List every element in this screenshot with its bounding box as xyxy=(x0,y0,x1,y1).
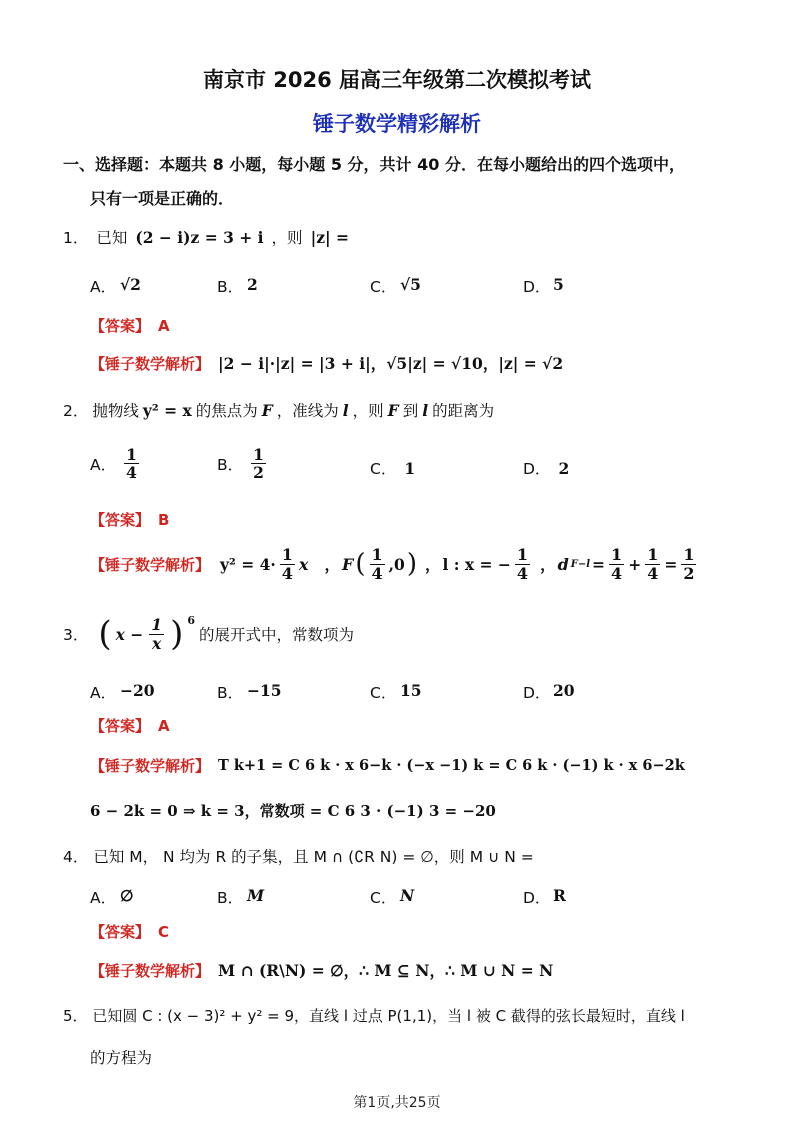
question-2-focus-2: F xyxy=(387,400,399,420)
question-2-stem-pre: 抛物线 xyxy=(92,402,139,420)
option-label: D． xyxy=(523,460,551,478)
question-2-math: y² = x xyxy=(142,400,192,420)
analysis-part: = xyxy=(592,554,606,574)
question-1-stem xyxy=(63,226,349,248)
answer-label: 【答案】 xyxy=(90,923,151,941)
question-4-option-b-label: B． xyxy=(217,889,244,907)
question-2-analysis: 【锤子数学解析】 y² = 4· $\frac{1}{4}$ x ， F ( $\frac{1}{4}$ ,0 ) ， l : x = − $\frac{1}{4}$ ， d F−l = $\frac{1}{4}$ + $\frac{1}{4}$ = $\frac{1}{2}$ xyxy=(90,545,695,583)
analysis-part: d xyxy=(557,554,569,574)
question-3-option-b-label: B． xyxy=(217,684,244,702)
exam-subtitle: 锤子数学精彩解析 xyxy=(313,112,481,136)
analysis-part: + xyxy=(628,554,642,574)
exam-title: 南京市 2026 届高三年级第二次模拟考试 xyxy=(202,68,592,92)
question-3-stem-end: 的展开式中，常数项为 xyxy=(198,626,354,644)
question-4-option-d-label: D． xyxy=(523,889,551,907)
question-2-stem-mid: 的焦点为 xyxy=(195,402,258,420)
question-3-option-a-label: A． xyxy=(90,684,117,702)
question-2-stem-mid3: ，则 xyxy=(352,402,384,420)
analysis-part: l : x = − xyxy=(442,554,511,574)
fraction: $\frac{1}{2}$ xyxy=(683,545,695,583)
analysis-subscript: F−l xyxy=(570,558,591,570)
question-1-option-c: √5 xyxy=(400,275,421,294)
question-4-stem xyxy=(63,845,534,867)
question-3-analysis-line2: 6 − 2k = 0 ⇒ k = 3，常数项 = C 6 3 · (−1) 3 = −20 xyxy=(90,802,496,820)
question-1-option-c-label: C． xyxy=(370,278,397,296)
question-5-line1: 已知圆 C : (x − 3)² + y² = 9，直线 l 过点 P(1,1)，当 l 被 C 截得的弦长最短时，直线 l xyxy=(92,1007,685,1025)
fraction: $\frac{1}{4}$ xyxy=(611,545,623,583)
question-3-option-b: −15 xyxy=(247,681,282,700)
question-1-option-d-label: D． xyxy=(523,278,551,296)
question-3-number: 3． xyxy=(63,626,89,644)
analysis-text: T k+1 = C 6 k · x 6−k · (−x −1) k = C 6 k · (−1) k · x 6−2k xyxy=(218,757,685,774)
question-1-answer xyxy=(90,315,170,336)
answer-value: A xyxy=(158,316,170,335)
question-1-option-a-label: A． xyxy=(90,278,117,296)
analysis-label: 【锤子数学解析】 xyxy=(90,757,211,775)
section-heading-line1: 一、选择题：本题共 8 小题，每小题 5 分，共计 40 分．在每小题给出的四个选项中， xyxy=(63,155,685,174)
question-1-math: (2 − i)z = 3 + i xyxy=(135,227,264,247)
analysis-label: 【锤子数学解析】 xyxy=(90,354,211,373)
fraction: $\frac{1}{4}$ xyxy=(516,545,529,583)
page-number: 第1页,共25页 xyxy=(353,1095,441,1111)
question-2-stem-end: 的距离为 xyxy=(432,402,495,420)
fraction: $\frac{1}{4}$ xyxy=(647,545,659,583)
fraction: $\frac{1}{x}$ xyxy=(151,615,163,653)
question-1-math-2: |z| = xyxy=(310,227,350,247)
analysis-part: x xyxy=(298,554,309,574)
question-3-option-c: 15 xyxy=(400,681,422,700)
question-3-stem: 3． ( x − $\frac{1}{x}$ ) $^6$ 的展开式中，常数项为 xyxy=(63,614,354,654)
question-3-option-d-label: D． xyxy=(523,684,551,702)
answer-value: B xyxy=(158,510,170,529)
answer-value: C xyxy=(158,922,170,941)
analysis-text: |2 − i|·|z| = |3 + i|，√5|z| = √10，|z| = √2 xyxy=(218,354,564,373)
question-1-option-a: √2 xyxy=(120,275,141,294)
answer-value: A xyxy=(158,716,170,735)
question-2-focus: F xyxy=(261,400,273,420)
question-1-option-b: 2 xyxy=(247,275,258,294)
question-1-stem-pre: 已知 xyxy=(96,229,128,247)
question-4-stem-text: 已知 M， N 均为 R 的子集，且 M ∩ (∁R N) = ∅，则 M ∪ N = xyxy=(93,848,534,866)
analysis-label: 【锤子数学解析】 xyxy=(90,961,211,980)
question-4-answer xyxy=(90,921,169,942)
option-value: 1 xyxy=(404,458,416,478)
question-1-option-d: 5 xyxy=(553,275,564,294)
question-2-stem-mid4: 到 xyxy=(402,402,419,420)
question-1-stem-mid: ，则 xyxy=(271,229,303,247)
question-4-number: 4． xyxy=(63,848,89,866)
answer-label: 【答案】 xyxy=(90,511,151,529)
question-2-directrix: l xyxy=(342,400,349,420)
question-2-option-b xyxy=(217,446,268,481)
option-label: A． xyxy=(90,455,117,474)
question-3-option-c-label: C． xyxy=(370,684,397,702)
question-2-stem xyxy=(63,399,494,421)
question-2-option-a xyxy=(90,446,141,481)
analysis-part: ,0 xyxy=(388,554,405,574)
question-2-answer xyxy=(90,509,169,530)
question-1-analysis xyxy=(90,352,563,374)
analysis-part: y² = 4· xyxy=(220,554,276,574)
question-3-option-d: 20 xyxy=(553,681,575,700)
option-value: 2 xyxy=(558,458,570,478)
answer-label: 【答案】 xyxy=(90,317,151,335)
question-2-option-c xyxy=(370,457,415,479)
option-label: B． xyxy=(217,455,244,474)
question-4-option-c-label: C． xyxy=(370,889,397,907)
question-5-number: 5． xyxy=(63,1007,88,1025)
question-3-analysis xyxy=(90,755,685,776)
fraction: $\frac{1}{4}$ xyxy=(371,545,383,583)
analysis-part: F xyxy=(341,554,354,574)
question-5-stem xyxy=(63,1005,685,1026)
analysis-part: = xyxy=(664,554,678,574)
question-4-option-d: R xyxy=(553,886,566,905)
question-4-analysis xyxy=(90,959,553,981)
question-2-directrix-2: l xyxy=(422,400,429,420)
option-label: C． xyxy=(370,460,397,478)
question-4-option-a: ∅ xyxy=(120,886,134,905)
analysis-label: 【锤子数学解析】 xyxy=(90,555,211,574)
question-2-stem-mid2: ，准线为 xyxy=(276,402,339,420)
fraction: $\frac{1}{4}$ xyxy=(126,445,137,483)
question-1-option-b-label: B． xyxy=(217,278,244,296)
question-3-answer xyxy=(90,715,170,736)
fraction: $\frac{1}{4}$ xyxy=(281,545,293,583)
question-3-exponent: 6 xyxy=(187,614,195,627)
question-1-number: 1． xyxy=(63,229,89,247)
question-5-line2: 的方程为 xyxy=(90,1049,153,1067)
answer-label: 【答案】 xyxy=(90,717,151,735)
question-2-option-d xyxy=(523,457,569,479)
question-3-math: x − xyxy=(115,624,144,644)
section-heading-line2: 只有一项是正确的． xyxy=(90,189,235,208)
question-2-number: 2． xyxy=(63,402,89,420)
question-3-option-a: −20 xyxy=(120,681,155,700)
question-4-option-a-label: A． xyxy=(90,889,117,907)
analysis-text: M ∩ (R\N) = ∅，∴ M ⊆ N，∴ M ∪ N = N xyxy=(218,961,554,980)
fraction: $\frac{1}{2}$ xyxy=(253,445,264,483)
question-4-option-c: N xyxy=(400,886,415,905)
question-4-option-b: M xyxy=(247,886,265,905)
